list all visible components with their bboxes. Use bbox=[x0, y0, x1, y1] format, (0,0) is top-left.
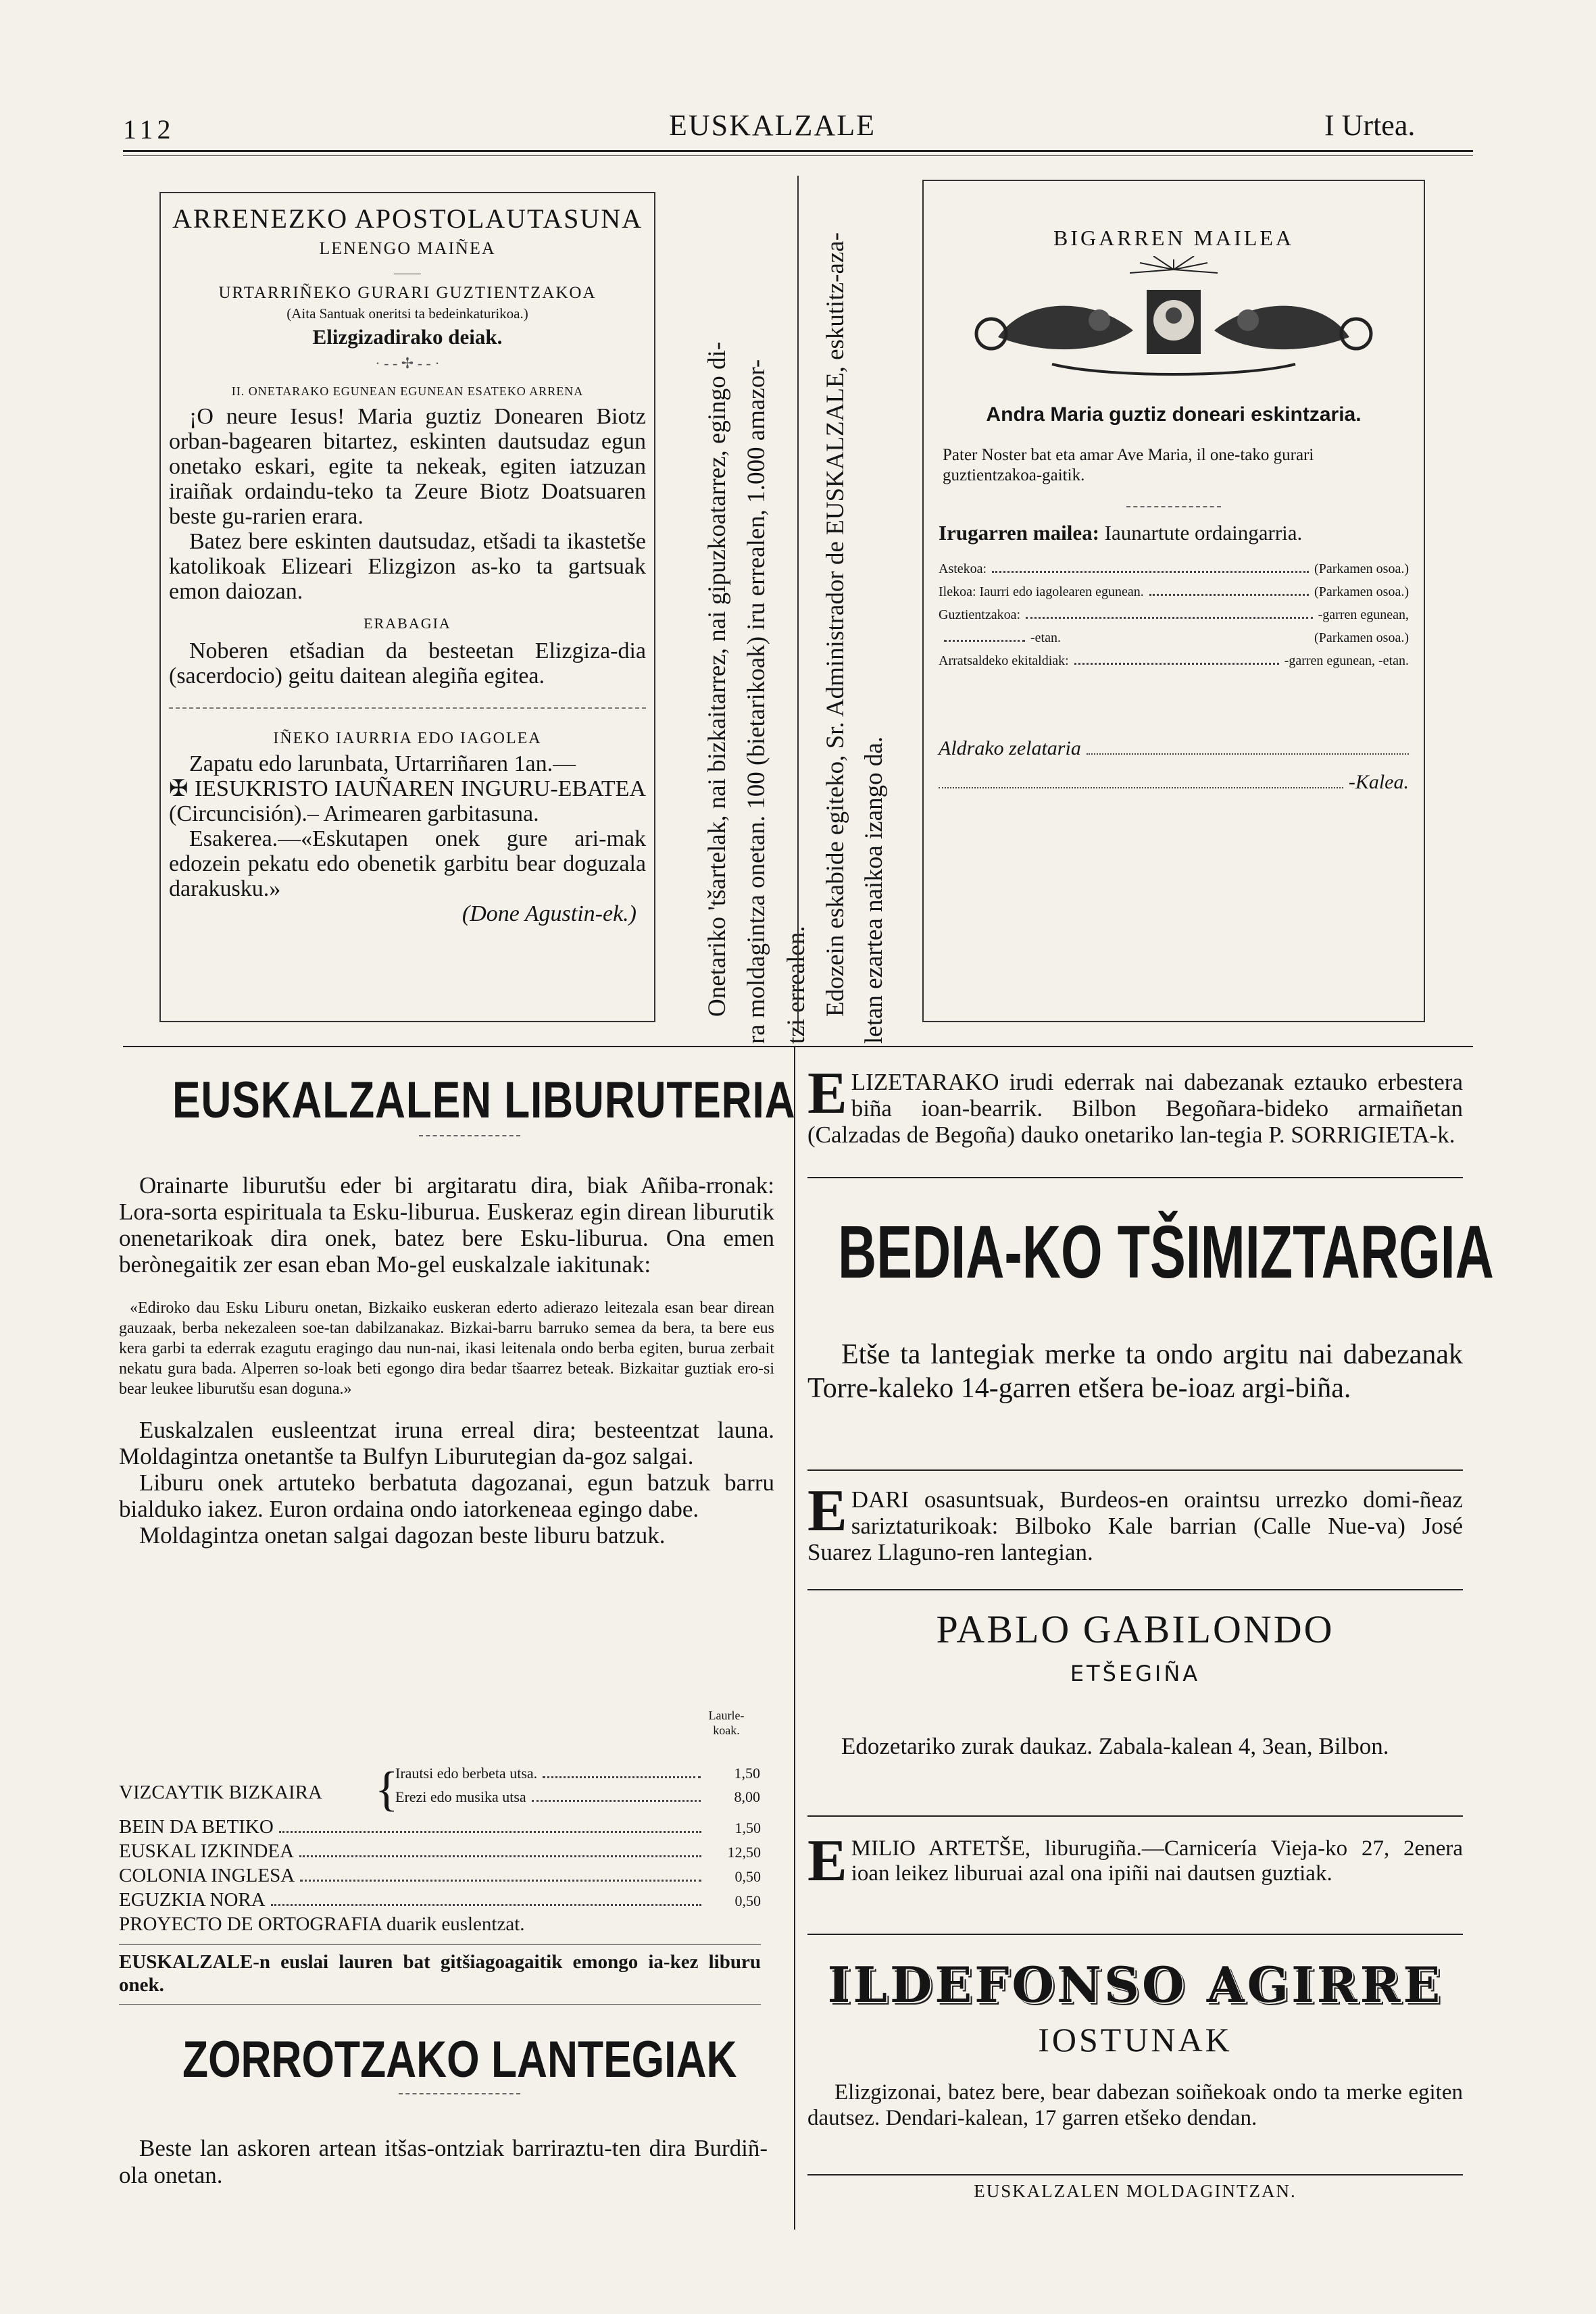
title-ornament bbox=[419, 1135, 520, 1136]
mailea-box bbox=[922, 180, 1425, 1022]
bedia-text: Etše ta lantegiak merke ta ondo argitu nai dabezanak Torre-kaleko 14-garren etšera be-ioaz argi-biña. bbox=[807, 1339, 1463, 1404]
prayer-text-2: Batez bere eskinten dautsudaz, etšadi ta ikastetše katolikoak Elizeari Elizgizon as-ko ta gartsuak emon daiozan. bbox=[169, 529, 646, 604]
drop-initial: E bbox=[807, 1478, 847, 1544]
liburuteria-para-2: Euskalzalen eusleentzat iruna erreal dira; besteentzat launa. Moldagintza onetantše ta Bulfyn Liburutegian da-goz salgai. bbox=[119, 1417, 774, 1469]
rotated-note-2-line-2: letan ezartea naikoa izango da. bbox=[860, 736, 888, 1044]
page-number: 112 bbox=[123, 114, 175, 145]
feast-line-2: ✠ IESUKRISTO IAUÑAREN INGURU-EBATEA (Circuncisión).– Arimearen garbitasuna. bbox=[169, 776, 646, 826]
feast-quote: Esakerea.—«Eskutapen onek gure ari-mak edozein pekatu edo obenetik garbitu bear doguzala darakusku.» bbox=[169, 826, 646, 901]
year-label: I Urtea. bbox=[1324, 109, 1416, 142]
edari-text: DARI osasuntsuak, Burdeos-en oraintsu urrezko domi-ñeaz sariztaturikoak: Bilboko Kale barrian (Calle Nue-va) José Suarez Llaguno-ren lantegian. bbox=[807, 1486, 1463, 1565]
ad-rule-4 bbox=[807, 1815, 1463, 1817]
zorrotza-text: Beste lan askoren artean itšas-ontziak barriraztu-ten dira Burdiñ-ola onetan. bbox=[119, 2135, 768, 2188]
offering-title: II. ONETARAKO EGUNEAN EGUNEAN ESATEKO ARRENA bbox=[231, 384, 584, 398]
gabilondo-trade: ETŠEGIÑA bbox=[1070, 1661, 1201, 1686]
zorrotza-title: ZORROTZAKO LANTEGIAK bbox=[182, 2031, 737, 2088]
edari-ad bbox=[807, 1478, 1463, 1565]
erabagia-title: ERABAGIA bbox=[364, 615, 451, 632]
emilio-ad bbox=[807, 1828, 1463, 1894]
gabilondo-text: Edozetariko zurak daukaz. Zabala-kalean 4, 3ean, Bilbon. bbox=[841, 1733, 1389, 1759]
pater-text: Pater Noster bat eta amar Ave Maria, il one-tako gurari guztientzakoa-gaitik. bbox=[943, 446, 1314, 484]
irugarren-text: Iaunartute ordaingarria. bbox=[1104, 521, 1303, 545]
rotated-note-2-line-1: Edozein eskabide egiteko, Sr. Administrador de EUSKALZALE, eskutitz-aza- bbox=[822, 232, 849, 1017]
vizcaytik-title: VIZCAYTIK BIZKAIRA bbox=[119, 1782, 322, 1803]
intention-name: Elizgizadirako deiak. bbox=[312, 325, 503, 349]
erabagia-text: Noberen etšadian da besteetan Elizgiza-dia (sacerdocio) geitu daitean alegiña egitea. bbox=[169, 638, 646, 688]
vizcaytik-item-1: Irautsi edo berbeta utsa. 1,50 bbox=[395, 1765, 760, 1782]
sacred-heart-emblem bbox=[971, 256, 1376, 384]
apostol-title: ARRENEZKO APOSTOLAUTASUNA bbox=[172, 203, 643, 234]
header-rule-thin bbox=[123, 155, 1473, 156]
closing-rule bbox=[119, 2004, 761, 2005]
liburuteria-para-3: Liburu onek artuteko berbatuta dagozanai, egun batzuk barru bialduko iakez. Euron ordaina ondo iatorkeneaa egingo dabe. bbox=[119, 1469, 774, 1522]
footer-imprint: EUSKALZALEN MOLDAGINTZAN. bbox=[974, 2181, 1297, 2201]
mailea-row: Guztientzakoa: -garren egunean, bbox=[939, 607, 1409, 622]
book-row: EUSKAL IZKINDEA 12,50 bbox=[119, 1840, 761, 1862]
header-rule bbox=[123, 150, 1473, 152]
feast-author: (Done Agustin-ek.) bbox=[462, 901, 637, 926]
ad-rule-2 bbox=[807, 1469, 1463, 1471]
book-row: COLONIA INGLESA 0,50 bbox=[119, 1865, 761, 1886]
book-row: EGUZKIA NORA 0,50 bbox=[119, 1889, 761, 1911]
gabilondo-name: PABLO GABILONDO bbox=[936, 1607, 1335, 1651]
middle-rule bbox=[123, 1046, 1473, 1047]
agirre-trade: IOSTUNAK bbox=[1038, 2021, 1232, 2059]
elizetarako-text: LIZETARAKO irudi ederrak nai dabezanak eztauko erbestera biña ioan-bearrik. Bilbon Begoñara-bideko armaiñetan (Calzadas de Begoña) dauko onetariko lan-tegia P. SORRIGIETA-k. bbox=[807, 1069, 1463, 1148]
ad-rule-5 bbox=[807, 1934, 1463, 1935]
mailea-row: Astekoa: (Parkamen osoa.) bbox=[939, 561, 1409, 576]
price-rule bbox=[119, 1944, 761, 1945]
feast-line-1: Zapatu edo larunbata, Urtarriñaren 1an.— bbox=[189, 751, 576, 776]
ad-rule-1 bbox=[807, 1177, 1463, 1178]
column-divider bbox=[794, 1046, 795, 2230]
feast-title: IÑEKO IAURRIA EDO IAGOLEA bbox=[273, 730, 542, 747]
liburuteria-closing: EUSKALZALE-n euslai lauren bat gitšiagoagaitik emongo ia-kez liburu onek. bbox=[119, 1951, 761, 1996]
liburuteria-title: EUSKALZALEN LIBURUTERIA bbox=[172, 1072, 796, 1129]
rotated-note-1-line-2: ra moldagintza onetan. 100 (bietarikoak) iru errealen, 1.000 amazor- bbox=[743, 359, 770, 1044]
apostol-subtitle: LENENGO MAIÑEA bbox=[319, 238, 496, 258]
zorrotza-ornament bbox=[399, 2093, 520, 2094]
ad-rule-3 bbox=[807, 1589, 1463, 1590]
aldrako-label: Aldrako zelataria bbox=[939, 737, 1081, 759]
proyecto-line: PROYECTO DE ORTOGRAFIA duarik euslentzat. bbox=[119, 1913, 525, 1935]
price-header: Laurle-koak. bbox=[708, 1709, 745, 1737]
kalea-label: -Kalea. bbox=[1348, 771, 1409, 793]
irugarren-label: Irugarren mailea: bbox=[939, 521, 1099, 545]
mailea-row: Ilekoa: Iaurri edo iagolearen egunean. (Parkamen osoa.) bbox=[939, 584, 1409, 599]
bedia-title: BEDIA-KO TŠIMIZTARGIA bbox=[838, 1211, 1494, 1294]
elizetarako-ad bbox=[807, 1061, 1463, 1148]
mogel-quote: «Ediroko dau Esku Liburu onetan, Bizkaiko euskeran ederto adierazo leitezala esan bear direan gauzaak, berba nekezaleen soe-tan dabilzanakaz. Bizkai-barru barruko semea da bera, ta bere eus kera garbi ta ederrak ezagutu eragingo dau nun-nai, ikasi leitenala ondo berba egiten, burua zerbait nekatu gura bada. Alperren so-loak beti egongo dira bedar tšaarrez beteak. Bizkaitar guztiak ero-si bear leukee liburutšu esan doguna.» bbox=[119, 1299, 774, 1398]
mailea-title: BIGARREN MAILEA bbox=[1053, 226, 1294, 250]
ornament: · ‑ ‑ ✢ ‑ ‑ · bbox=[375, 355, 440, 372]
apostol-box bbox=[159, 192, 655, 1022]
agirre-text: Elizgizonai, batez bere, bear dabezan soiñekoak ondo ta merke egiten dautsez. Dendari-kalean, 17 garren etšeko dendan. bbox=[807, 2080, 1463, 2130]
liburuteria-para-4: Moldagintza onetan salgai dagozan beste liburu batzuk. bbox=[139, 1522, 666, 1549]
mailea-row: -etan. (Parkamen osoa.) bbox=[939, 626, 1409, 649]
liburuteria-intro: Orainarte liburutšu eder bi argitaratu dira, biak Añiba-rronak: Lora-sorta espirituala ta Esku-liburua. Euskeraz egin direan liburutik onenetarikoak dira onek, batez bere Esku-liburua. Ona emen berònegaitik zer esan eban Mo-gel euskalzale iakitunak: bbox=[119, 1172, 774, 1278]
rotated-notes-divider bbox=[797, 176, 799, 1030]
mailea-row: Arratsaldeko ekitaldiak: -garren egunean, -etan. bbox=[939, 653, 1409, 668]
intention-note: (Aita Santuak oneritsi ta bedeinkaturikoa.) bbox=[286, 305, 528, 322]
drop-initial: E bbox=[807, 1828, 847, 1894]
book-row: BEIN DA BETIKO 1,50 bbox=[119, 1816, 761, 1838]
agirre-name: ILDEFONSO AGIRRE bbox=[827, 1956, 1443, 2013]
emilio-text: MILIO ARTETŠE, liburugiña.—Carnicería Vieja-ko 27, 2enera ioan leikez liburuai azal ona ipiñi nai dautsen guztiak. bbox=[851, 1836, 1463, 1886]
rotated-note-1-line-1: Onetariko 'tšartelak, nai bizkaitarrez, nai gipuzkoatarrez, egingo di- bbox=[703, 341, 731, 1017]
rotated-note-1-line-3: tzi errealen. bbox=[782, 926, 810, 1044]
journal-title: EUSKALZALE bbox=[669, 109, 876, 142]
vizcaytik-item-2: Erezi edo musika utsa 8,00 bbox=[395, 1788, 760, 1805]
wavy-divider bbox=[169, 707, 646, 709]
mailea-caption: Andra Maria guztiz doneari eskintzaria. bbox=[986, 403, 1362, 426]
intention-title: URTARRIÑEKO GURARI GUZTIENTZAKOA bbox=[218, 284, 597, 302]
prayer-text: ¡O neure Iesus! Maria guztiz Donearen Biotz orban-bagearen bitartez, eskinten dautsudaz egun onetako eskari, egite ta nekeak, egiten iatzuzan iraiñak ordaindu-teko ta Zeure Biotz Doatsuaren beste gu-rarien erara. bbox=[169, 404, 646, 529]
brace: { bbox=[375, 1762, 399, 1816]
footer-rule bbox=[807, 2174, 1463, 2175]
drop-initial: E bbox=[807, 1061, 847, 1126]
